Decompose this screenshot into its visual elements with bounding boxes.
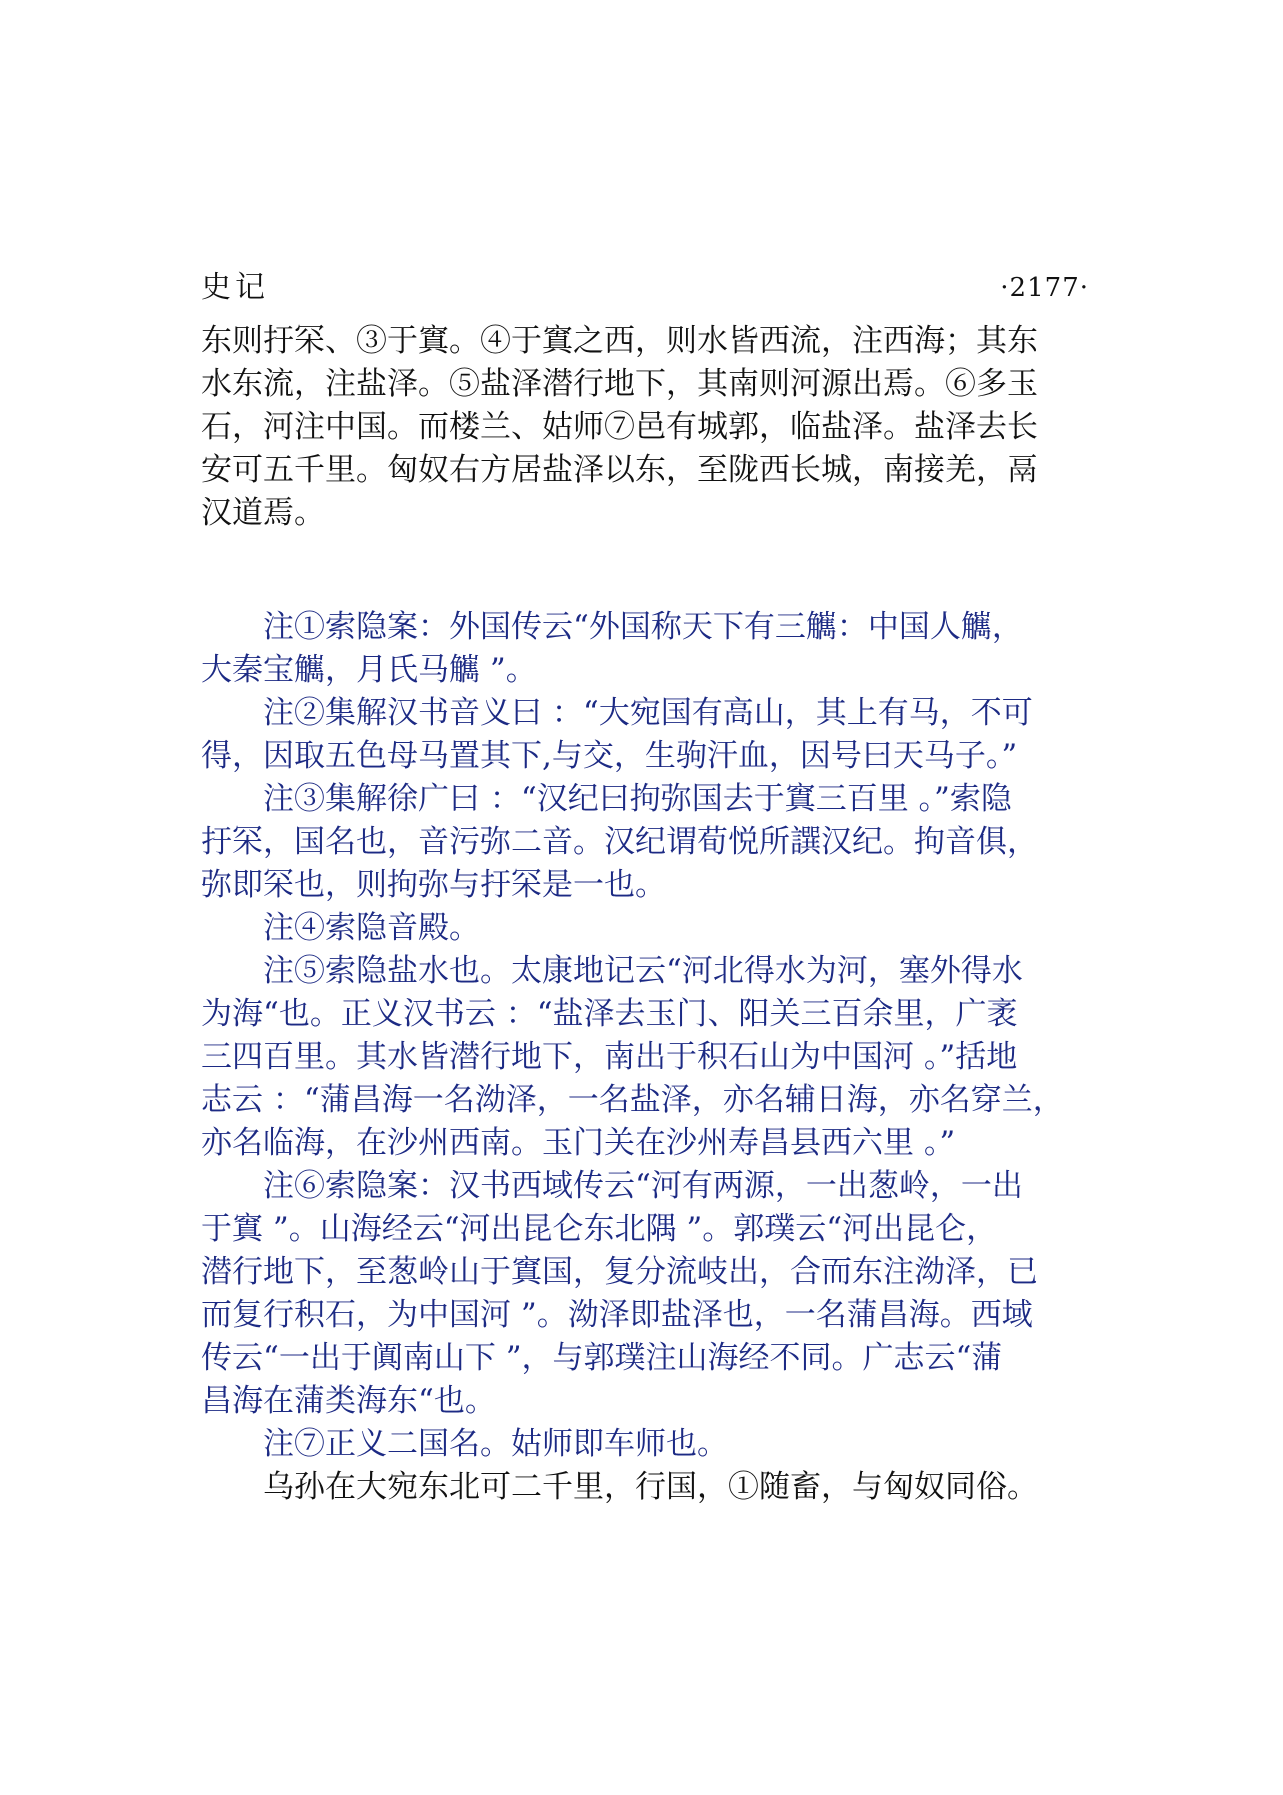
continuation-line: 乌孙在大宛东北可二千里，行国，①随畜，与匈奴同俗。 xyxy=(263,1469,1038,1505)
note-line: 而复行积石，为中国河 ”。泑泽即盐泽也，一名蒲昌海。西域 xyxy=(201,1297,1033,1333)
note-line: 昌海在蒲类海东“也。 xyxy=(201,1383,496,1419)
note-line: 弥即罙也，则拘弥与扜罙是一也。 xyxy=(201,867,666,903)
note-line: 注③集解徐广曰 ：“汉纪曰拘弥国去于窴三百里 。”索隐 xyxy=(263,781,1012,817)
note-line: 得，因取五色母马置其下,与交，生驹汗血，因号曰天马子。” xyxy=(201,738,1018,774)
main-text-line: 水东流，注盐泽。⑤盐泽潜行地下，其南则河源出焉。⑥多玉 xyxy=(201,366,1038,402)
note-line: 潜行地下，至葱岭山于窴国，复分流岐出，合而东注泑泽，已 xyxy=(201,1254,1038,1290)
note-line: 于窴 ”。山海经云“河出昆仑东北隅 ”。郭璞云“河出昆仑， xyxy=(201,1211,998,1247)
page-number: ·2177· xyxy=(1000,273,1089,303)
note-line: 注⑤索隐盐水也。太康地记云“河北得水为河，塞外得水 xyxy=(263,953,1023,989)
annotations xyxy=(201,606,1089,1466)
note-line: 为海“也。正义汉书云 ：“盐泽去玉门、阳关三百余里，广袤 xyxy=(201,996,1018,1032)
main-text-line: 东则扜罙、③于窴。④于窴之西，则水皆西流，注西海；其东 xyxy=(201,323,1038,359)
note-line: 注①索隐案：外国传云“外国称天下有三觽：中国人觽， xyxy=(263,609,1023,645)
note-line: 三四百里。其水皆潜行地下，南出于积石山为中国河 。”括地 xyxy=(201,1039,1018,1075)
note-line: 注④索隐音殿。 xyxy=(263,910,480,946)
note-line: 志云 ：“蒲昌海一名泑泽，一名盐泽，亦名辅日海，亦名穿兰， xyxy=(201,1082,1064,1118)
page-header xyxy=(201,266,1089,310)
note-line: 注②集解汉书音义曰 ：“大宛国有高山，其上有马，不可 xyxy=(263,695,1033,731)
note-line: 注⑥索隐案：汉书西域传云“河有两源，一出葱岭，一出 xyxy=(263,1168,1023,1204)
main-text-line: 安可五千里。匈奴右方居盐泽以东，至陇西长城，南接羌，鬲 xyxy=(201,452,1038,488)
continuation-text xyxy=(201,1466,1089,1509)
note-line: 传云“一出于阗南山下 ”，与郭璞注山海经不同。广志云“蒲 xyxy=(201,1340,1003,1376)
note-line: 大秦宝觽，月氏马觽 ”。 xyxy=(201,652,537,688)
note-line: 亦名临海，在沙州西南。玉门关在沙州寿昌县西六里 。” xyxy=(201,1125,956,1161)
main-text xyxy=(201,320,1089,535)
main-text-line: 石，河注中国。而楼兰、姑师⑦邑有城郭，临盐泽。盐泽去长 xyxy=(201,409,1038,445)
note-line: 注⑦正义二国名。姑师即车师也。 xyxy=(263,1426,728,1462)
book-title: 史记 xyxy=(201,270,269,305)
main-text-line: 汉道焉。 xyxy=(201,495,325,531)
note-line: 扜罙，国名也，音污弥二音。汉纪谓荀悦所譔汉纪。拘音俱， xyxy=(201,824,1038,860)
